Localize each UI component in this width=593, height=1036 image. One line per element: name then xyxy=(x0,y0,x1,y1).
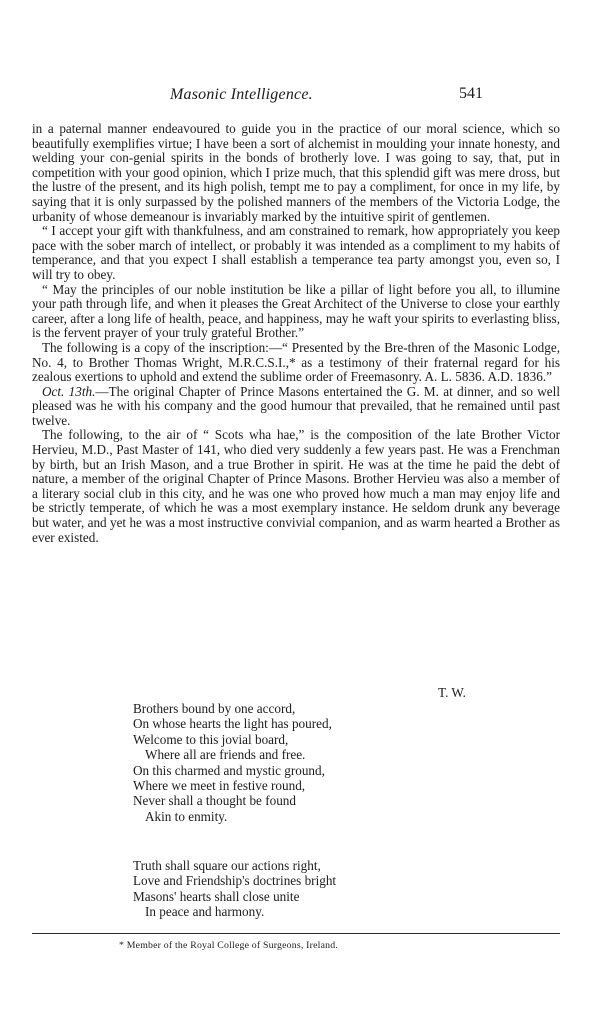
footnote-divider xyxy=(32,933,560,934)
poem-line: Akin to enmity. xyxy=(145,808,228,824)
running-header-title: Masonic Intelligence. xyxy=(170,86,313,103)
poem-line: Brothers bound by one accord, xyxy=(133,701,296,716)
date-label: Oct. 13th. xyxy=(42,383,96,399)
paragraph-inscription: The following is a copy of the inscription:—“ Presented by the Bre-thren of the Masonic Lodge, No. 4, to Brother Thomas Wright, M.R.C.S.I.,* as a testimony of their fraternal regard for his zealous exertions to uphold and extend the sublime order of Freemasonry. A. L. 5836. A.D. 1836.” xyxy=(32,339,560,385)
poem-line: On whose hearts the light has poured, xyxy=(133,716,332,732)
oct-13-text: —The original Chapter of Prince Masons entertained the G. M. at dinner, and so well pleased was he with his company and the good humour that prevailed, that he remained until past twelve. xyxy=(32,383,560,428)
paragraph-hervieu: The following, to the air of “ Scots wha hae,” is the composition of the late Brother Victor Hervieu, M.D., Past Master of 141, who died very suddenly a few years past. He was a Frenchman by birth, but an Irish Mason, and a true Brother in spirit. He was at the time he paid the debt of nature, a member of the original Chapter of Prince Masons. Brother Hervieu was also a member of a literary social club in this city, and he was one who proved how much a man may enjoy life and be strictly temperate, of which he was a most exemplary instance. He seldom drunk any beverage but water, and yet he was a most instructive convivial companion, and as warm hearted a Brother as ever existed. xyxy=(32,427,560,545)
paragraph-accept-gift: “ I accept your gift with thankfulness, and am constrained to remark, how appropriately you keep pace with the sober march of intellect, or probably it was intended as a compliment to my habits of temperance, and that you expect I shall establish a temperance tea party amongst you, even so, I will try to obey. xyxy=(32,223,560,282)
footnote: * Member of the Royal College of Surgeons, Ireland. xyxy=(119,940,338,951)
poem-line: Where all are friends and free. xyxy=(145,747,306,763)
author-signature: T. W. xyxy=(438,685,466,700)
poem-line: Welcome to this jovial board, xyxy=(133,731,289,747)
poem-line: In peace and harmony. xyxy=(145,904,265,920)
poem-line: On this charmed and mystic ground, xyxy=(133,762,325,778)
poem-stanza-2 xyxy=(133,858,453,920)
paragraph-speech-continuation: in a paternal manner endeavoured to guide you in the practice of our moral science, which so beautifully exemplifies virtue; I have been a sort of alchemist in moulding your innate honesty, and welding your con-genial spirits in the bonds of brotherly love. I was going to say, that, put in competition with your good opinion, which I prize much, that this splendid gift was mere dross, but the lustre of the present, and its high polish, tempt me to pay a compliment, for once in my life, by saying that it is only surpassed by the polished manners of the members of the Victoria Lodge, the urbanity of whose demeanour is invariably marked by the intuitive spirit of gentlemen. xyxy=(32,121,560,224)
poem-line: Where we meet in festive round, xyxy=(133,778,306,794)
poem-line: Love and Friendship's doctrines bright xyxy=(133,873,337,889)
poem-stanza-1 xyxy=(133,701,453,824)
paragraph-principles: “ May the principles of our noble institution be like a pillar of light before you all, to illumine your path through life, and when it pleases the Great Architect of the Universe to close your earthly career, after a long life of health, peace, and happiness, may he waft your spirits to everlasting bliss, is the fervent prayer of your truly grateful Brother.” xyxy=(32,281,560,341)
poem-line: Truth shall square our actions right, xyxy=(133,858,321,873)
article-body xyxy=(32,122,560,545)
page-number: 541 xyxy=(459,85,483,102)
poem-line: Never shall a thought be found xyxy=(133,793,296,809)
poem-line: Masons' hearts shall close unite xyxy=(133,888,300,904)
paragraph-oct-13 xyxy=(32,385,560,429)
